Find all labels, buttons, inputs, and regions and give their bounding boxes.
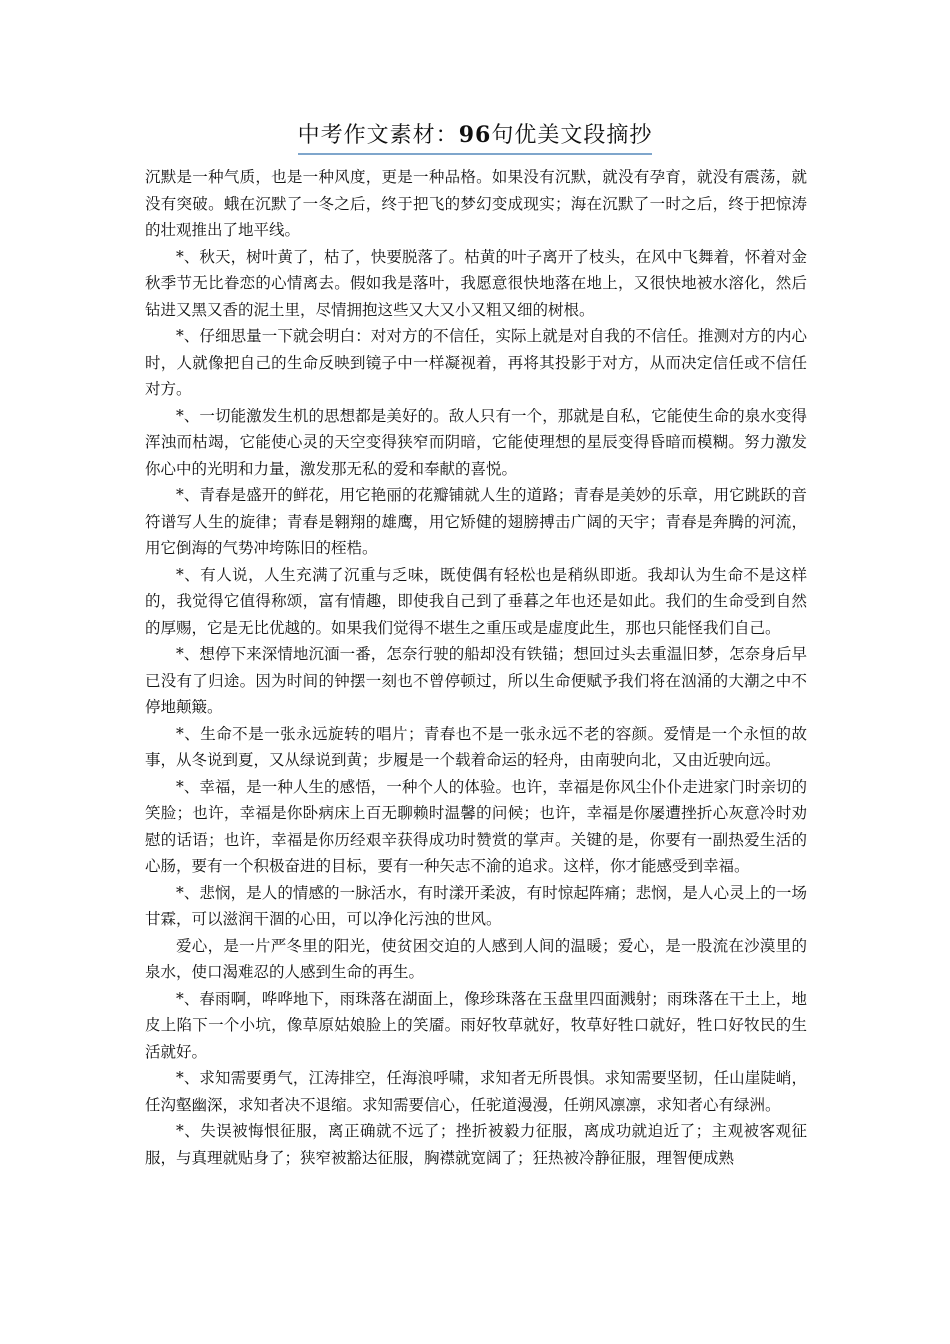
paragraph: 爱心，是一片严冬里的阳光，使贫困交迫的人感到人间的温暖；爱心，是一股流在沙漠里的泉水，使口渴难忍的人感到生命的再生。 [145, 936, 807, 981]
paragraph: *、失误被悔恨征服，离正确就不远了；挫折被毅力征服，离成功就迫近了；主观被客观征服，与真理就贴身了；狭窄被豁达征服，胸襟就宽阔了；狂热被冷静征服，理智便成熟 [145, 1122, 807, 1167]
paragraph: *、想停下来深情地沉湎一番，怎奈行驶的船却没有铁锚；想回过头去重温旧梦，怎奈身后早已没有了归途。因为时间的钟摆一刻也不曾停顿过，所以生命便赋予我们将在汹涌的大潮之中不停地颠簸。 [145, 645, 807, 716]
paragraph: *、生命不是一张永远旋转的唱片；青春也不是一张永远不老的容颜。爱情是一个永恒的故事，从冬说到夏，又从绿说到黄；步履是一个载着命运的轻舟，由南驶向北，又由近驶向远。 [145, 724, 807, 769]
paragraph: *、有人说，人生充满了沉重与乏味，既使偶有轻松也是稍纵即逝。我却认为生命不是这样的，我觉得它值得称颂，富有情趣，即使我自己到了垂暮之年也还是如此。我们的生命受到自然的厚赐，它是无比优越的。如果我们觉得不堪生之重压或是虚度此生，那也只能怪我们自己。 [145, 565, 807, 637]
paragraph: *、仔细思量一下就会明白：对对方的不信任，实际上就是对自我的不信任。推测对方的内心时，人就像把自己的生命反映到镜子中一样凝视着，再将其投影于对方，从而决定信任或不信任对方。 [145, 327, 807, 398]
paragraph: 沉默是一种气质，也是一种风度，更是一种品格。如果没有沉默，就没有孕育，就没有震荡，就没有突破。蛾在沉默了一冬之后，终于把飞的梦幻变成现实；海在沉默了一时之后，终于把惊涛的壮观推出了地平线。 [145, 168, 807, 239]
title-suffix: 句优美文段摘抄 [491, 123, 653, 148]
document-body [145, 164, 807, 1171]
title-container [0, 120, 950, 155]
paragraph: *、幸福，是一种人生的感悟，一种个人的体验。也许，幸福是你风尘仆仆走进家门时亲切的笑脸；也许，幸福是你卧病床上百无聊赖时温馨的问候；也许，幸福是你屡遭挫折心灰意冷时劝慰的话语；也许，幸福是你历经艰辛获得成功时赞赏的掌声。关键的是，你要有一副热爱生活的心肠，要有一个积极奋进的目标，要有一种矢志不渝的追求。这样，你才能感受到幸福。 [145, 777, 807, 875]
paragraph: *、秋天，树叶黄了，枯了，快要脱落了。枯黄的叶子离开了枝头，在风中飞舞着，怀着对金秋季节无比眷恋的心情离去。假如我是落叶，我愿意很快地落在地上，又很快地被水溶化，然后钻进又黑又香的泥土里，尽情拥抱这些又大又小又粗又细的树根。 [145, 247, 807, 319]
paragraph: *、青春是盛开的鲜花，用它艳丽的花瓣铺就人生的道路；青春是美妙的乐章，用它跳跃的音符谱写人生的旋律；青春是翱翔的雄鹰，用它矫健的翅膀搏击广阔的天宇；青春是奔腾的河流，用它倒海的气势冲垮陈旧的桎梏。 [145, 486, 807, 557]
paragraph: *、悲悯，是人的情感的一脉活水，有时漾开柔波，有时惊起阵痛；悲悯，是人心灵上的一场甘霖，可以滋润干涸的心田，可以净化污浊的世风。 [145, 883, 807, 928]
title-number: 96 [458, 122, 492, 148]
paragraph: *、一切能激发生机的思想都是美好的。敌人只有一个，那就是自私，它能使生命的泉水变得浑浊而枯竭，它能使心灵的天空变得狭窄而阴暗，它能使理想的星辰变得昏暗而模糊。努力激发你心中的光明和力量，激发那无私的爱和奉献的喜悦。 [145, 406, 807, 478]
page-title [298, 120, 653, 155]
title-prefix: 中考作文素材： [297, 123, 459, 148]
paragraph: *、求知需要勇气，江涛排空，任海浪呼啸，求知者无所畏惧。求知需要坚韧，任山崖陡峭，任沟壑幽深，求知者决不退缩。求知需要信心，任驼道漫漫，任朔风凛凛，求知者心有绿洲。 [145, 1069, 807, 1114]
paragraph: *、春雨啊，哗哗地下，雨珠落在湖面上，像珍珠落在玉盘里四面溅射；雨珠落在干土上，地皮上陷下一个小坑，像草原姑娘脸上的笑靥。雨好牧草就好，牧草好牲口就好，牲口好牧民的生活就好。 [145, 989, 807, 1061]
